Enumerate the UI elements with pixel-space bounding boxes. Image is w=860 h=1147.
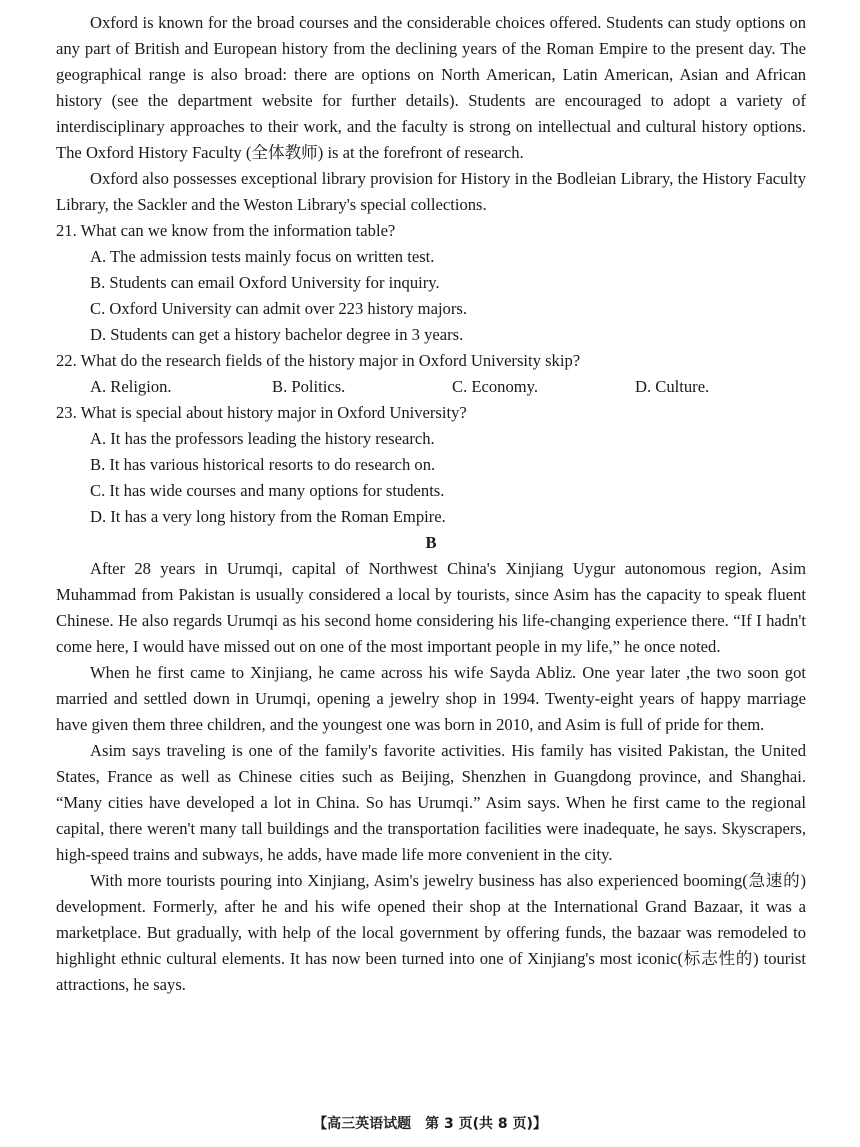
- page-content: [56, 10, 806, 998]
- passage-b-paragraph-1: After 28 years in Urumqi, capital of Northwest China's Xinjiang Uygur autonomous region, Asim Muhammad from Pakistan is usually considered a local by tourists, since Asim has the capacity to speak fluent Chinese. He also regards Urumqi as his second home considering his life-changing experience there. “If I hadn't come here, I would have missed out on one of the most important people in my life,” he once noted.: [56, 559, 806, 656]
- option-d: D. Students can get a history bachelor degree in 3 years.: [90, 325, 464, 344]
- passage-a-paragraph-2: Oxford also possesses exceptional library provision for History in the Bodleian Library, the History Faculty Library, the Sackler and the Weston Library's special collections.: [56, 169, 806, 214]
- passage-b-paragraph-3: Asim says traveling is one of the family's favorite activities. His family has visited Pakistan, the United States, France as well as Chinese cities such as Beijing, Shenzhen in Guangdong province, and Shanghai. “Many cities have developed a lot in China. So has Urumqi.” Asim says. When he first came to the regional capital, there weren't many tall buildings and the transportation facilities were inadequate, he says. Skyscrapers, high-speed trains and subways, he adds, have made life more convenient in the city.: [56, 741, 806, 864]
- option-c: C. Oxford University can admit over 223 history majors.: [90, 299, 467, 318]
- question-22: [56, 348, 806, 400]
- option-d: D. It has a very long history from the Roman Empire.: [90, 507, 446, 526]
- question-stem: 22. What do the research fields of the history major in Oxford University skip?: [56, 351, 581, 370]
- option-c: C. Economy.: [452, 377, 539, 396]
- question-stem: 21. What can we know from the information table?: [56, 221, 396, 240]
- section-heading: B: [425, 533, 437, 552]
- page-footer: 【高三英语试题 第 3 页(共 8 页)】: [313, 1116, 547, 1132]
- option-b: B. Students can email Oxford University for inquiry.: [90, 273, 440, 292]
- option-a: A. Religion.: [90, 377, 172, 396]
- passage-a-paragraph-1: Oxford is known for the broad courses and the considerable choices offered. Students can study options on any part of British and European history from the declining years of the Roman Empire to the present day. The geographical range is also broad: there are options on North American, Latin American, Asian and African history (see the department website for further details). Students are encouraged to adopt a variety of interdisciplinary approaches to their work, and the faculty is strong on intellectual and cultural history options. The Oxford History Faculty (全体教师) is at the forefront of research.: [56, 13, 806, 162]
- option-c: C. It has wide courses and many options for students.: [90, 481, 445, 500]
- option-d: D. Culture.: [635, 377, 710, 396]
- option-b: B. Politics.: [272, 377, 346, 396]
- question-23: [56, 400, 806, 530]
- option-a: A. It has the professors leading the history research.: [90, 429, 435, 448]
- options-row: [56, 374, 806, 400]
- option-a: A. The admission tests mainly focus on written test.: [90, 247, 435, 266]
- passage-b-paragraph-4: With more tourists pouring into Xinjiang, Asim's jewelry business has also experienced booming(急速的) development. Formerly, after he and his wife opened their shop at the International Grand Bazaar, it was a marketplace. But gradually, with help of the local government by offering funds, the bazaar was remodeled to highlight ethnic cultural elements. It has now been turned into one of Xinjiang's most iconic(标志性的) tourist attractions, he says.: [56, 871, 806, 994]
- question-21: [56, 218, 806, 348]
- question-stem: 23. What is special about history major in Oxford University?: [56, 403, 467, 422]
- option-b: B. It has various historical resorts to do research on.: [90, 455, 436, 474]
- passage-b-paragraph-2: When he first came to Xinjiang, he came across his wife Sayda Abliz. One year later ,the two soon got married and settled down in Urumqi, opening a jewelry shop in 1994. Twenty-eight years of happy marriage have given them three children, and the youngest one was born in 2010, and Asim is full of pride for them.: [56, 663, 806, 734]
